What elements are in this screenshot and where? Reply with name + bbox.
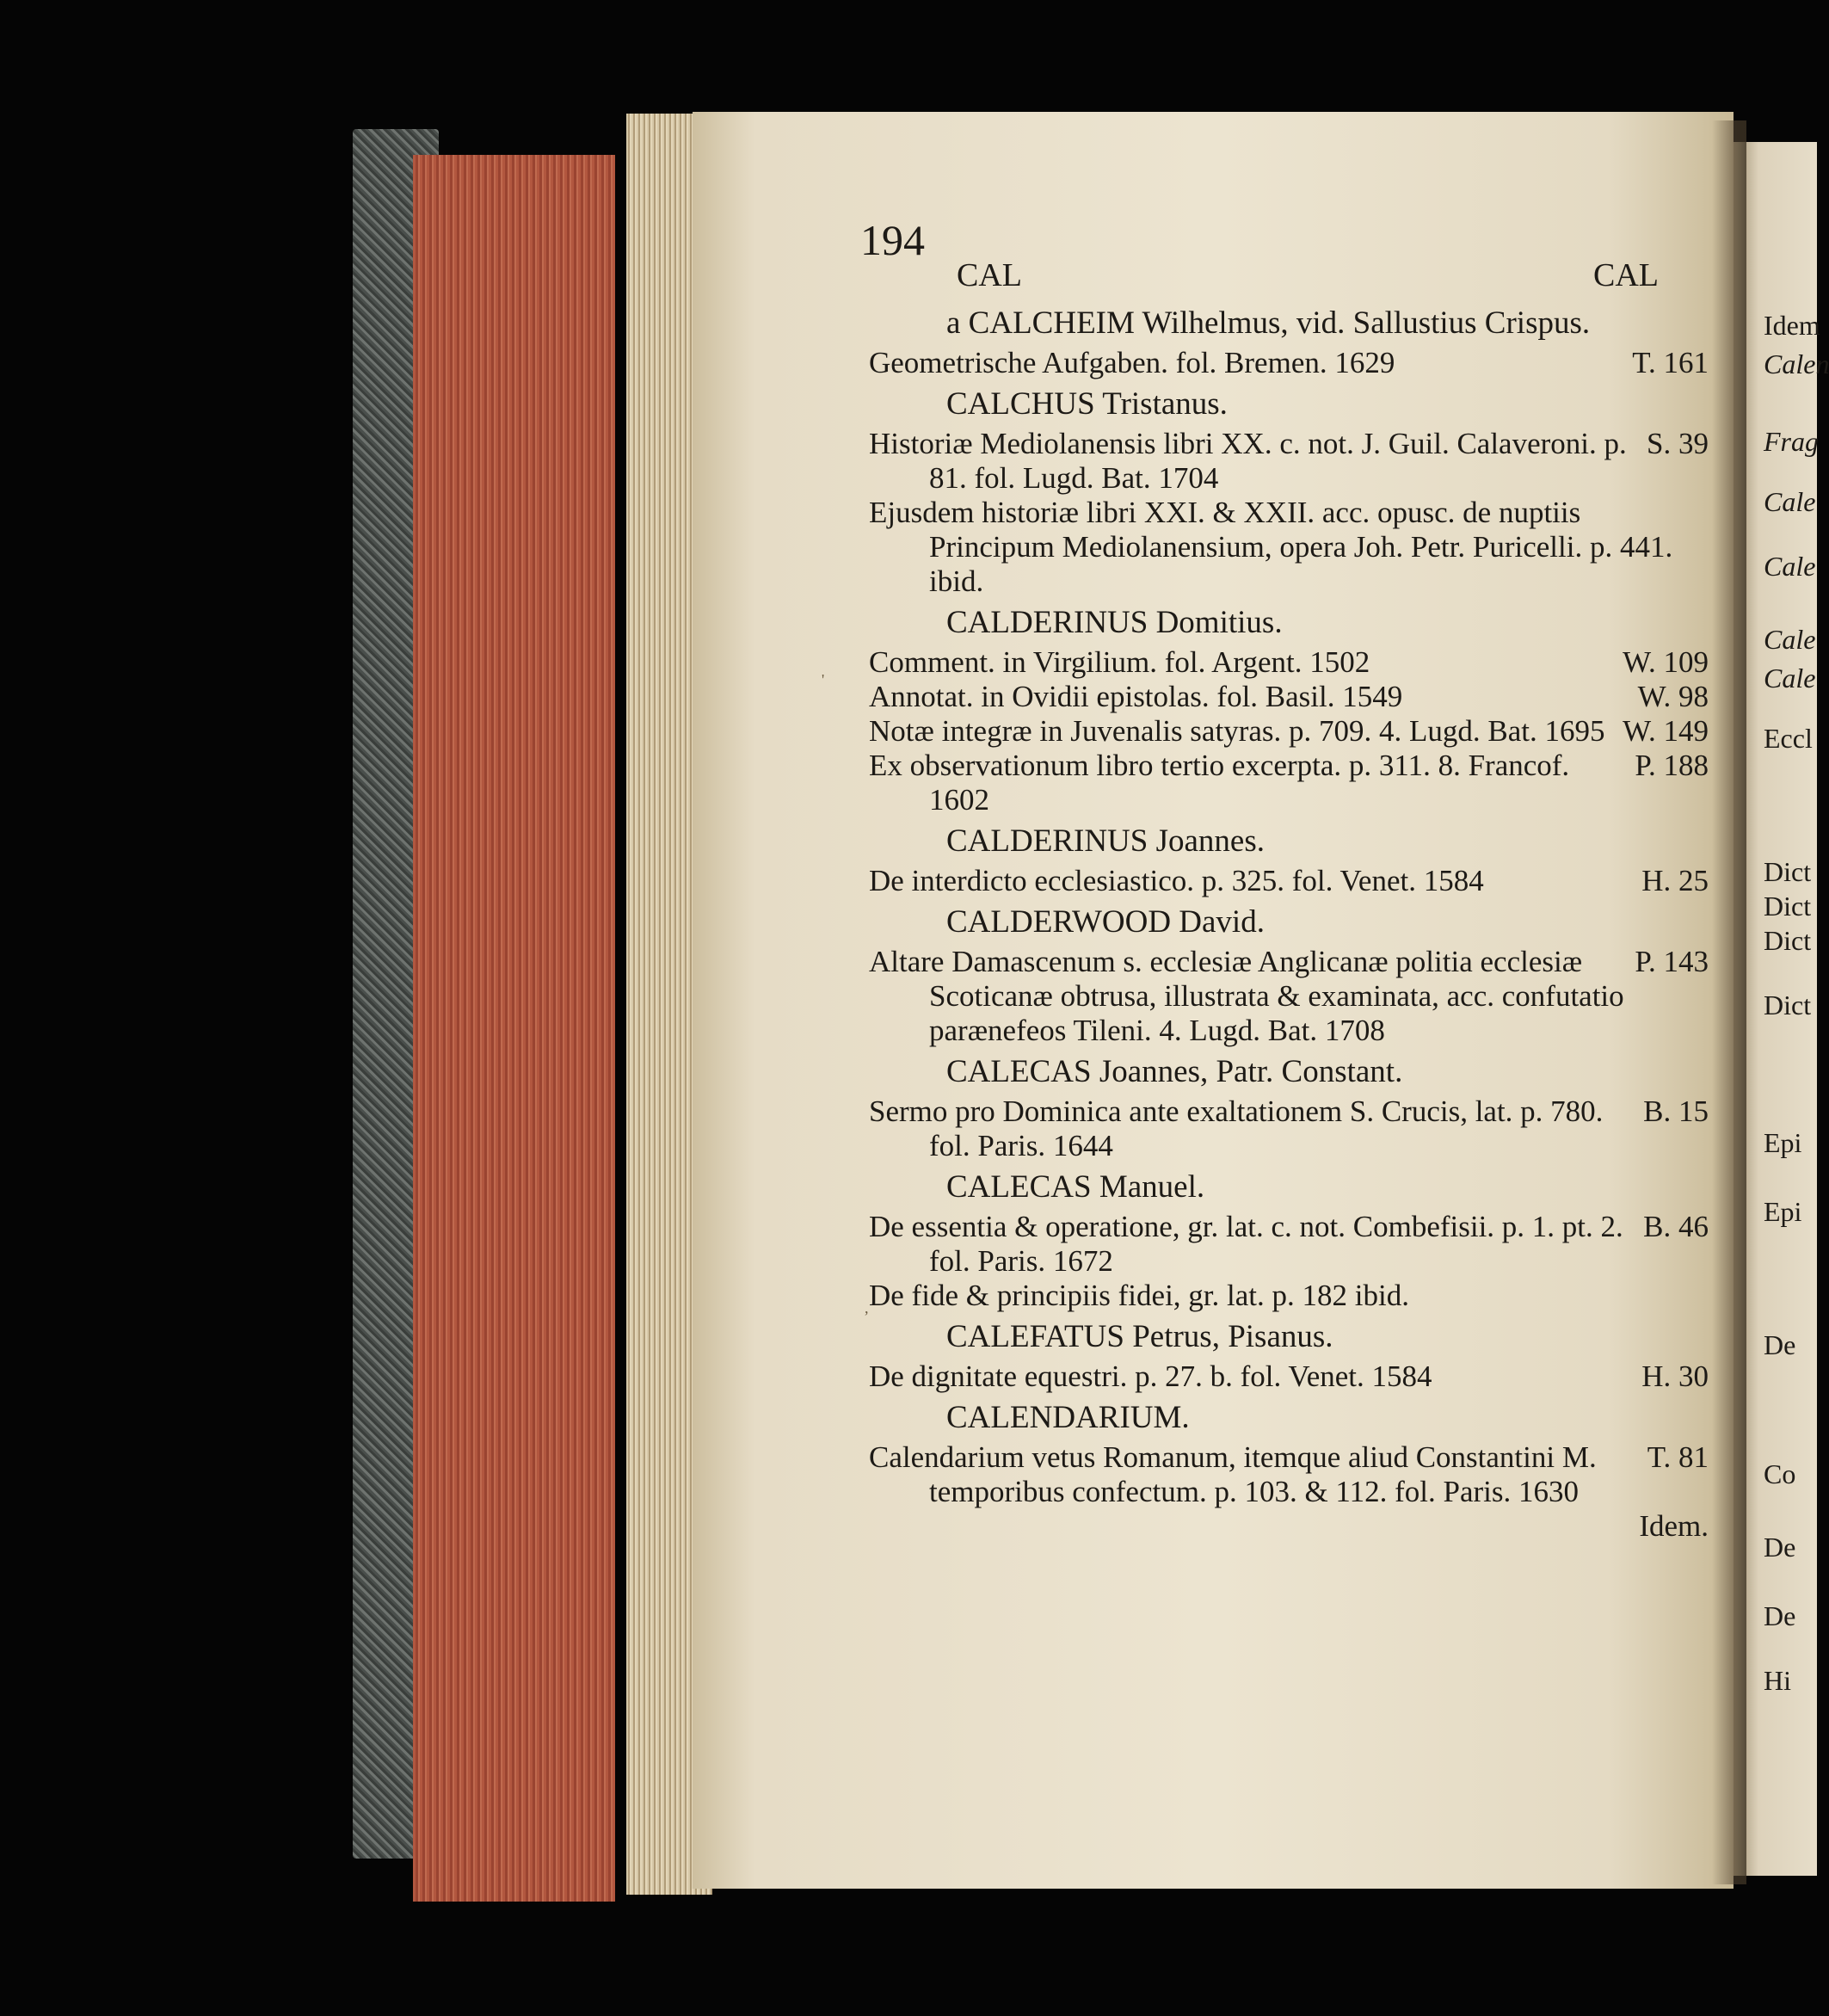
right-page-fragment: Idem xyxy=(1764,310,1820,341)
right-page-fragment: Dict xyxy=(1764,856,1812,887)
author-heading: CALCHUS Tristanus. xyxy=(946,386,1228,422)
bibliography-entry xyxy=(869,427,1712,496)
shelf-mark: W. 149 xyxy=(1623,714,1709,748)
shelf-mark: H. 25 xyxy=(1641,864,1709,897)
entry-text: Notæ integræ in Juvenalis satyras. p. 709. 4. Lugd. Bat. 1695 xyxy=(869,714,1605,748)
entry-text: De fide & principiis fidei, gr. lat. p. 182 ibid. xyxy=(869,1279,1409,1312)
right-page-fragment: Hi xyxy=(1764,1665,1791,1696)
author-heading: CALDERINUS Joannes. xyxy=(946,823,1265,859)
shelf-mark: P. 188 xyxy=(1635,749,1709,782)
entry-text: Annotat. in Ovidii epistolas. fol. Basil. 1549 xyxy=(869,680,1403,713)
right-page-fragment: Eccl xyxy=(1764,723,1813,754)
gutter-shadow xyxy=(1712,120,1746,1884)
author-heading: CALENDARIUM. xyxy=(946,1400,1190,1435)
shelf-mark: H. 30 xyxy=(1641,1359,1709,1393)
entry-text: Historiæ Mediolanensis libri XX. c. not. J. Guil. Calaveroni. p. 81. fol. Lugd. Bat. 1704 xyxy=(869,427,1627,495)
entry-text: De interdicto ecclesiastico. p. 325. fol. Venet. 1584 xyxy=(869,864,1484,897)
bibliography-entry xyxy=(869,680,1712,714)
right-page-fragment: Epi xyxy=(1764,1196,1802,1227)
right-page-fragment: Frag xyxy=(1764,426,1819,457)
entry-text: Geometrische Aufgaben. fol. Bremen. 1629 xyxy=(869,346,1395,379)
author-heading: a CALCHEIM Wilhelmus, vid. Sallustius Crispus. xyxy=(946,305,1591,341)
shelf-mark: B. 15 xyxy=(1643,1094,1709,1128)
right-page-fragment: Cale xyxy=(1764,624,1816,655)
right-page-fragment: Cale xyxy=(1764,551,1816,582)
bibliography-entry xyxy=(869,496,1712,599)
margin-mark: ' xyxy=(822,671,825,688)
entry-text: Ejusdem historiæ libri XXI. & XXII. acc. opusc. de nuptiis Principum Mediolanensium, opera Joh. Petr. Puricelli. p. 441. ibid. xyxy=(869,496,1673,598)
bibliography-entry xyxy=(869,1210,1712,1279)
margin-mark: , xyxy=(865,1299,869,1316)
entry-text: Calendarium vetus Romanum, itemque aliud Constantini M. temporibus confectum. p. 103. & 112. fol. Paris. 1630 xyxy=(869,1440,1597,1508)
right-page-fragment: De xyxy=(1764,1532,1796,1563)
right-page-fragment: Cale xyxy=(1764,486,1816,517)
shelf-mark: P. 143 xyxy=(1635,945,1709,978)
entry-text: De dignitate equestri. p. 27. b. fol. Venet. 1584 xyxy=(869,1359,1432,1393)
right-page-fragment: Dict xyxy=(1764,925,1812,956)
shelf-mark: W. 98 xyxy=(1637,680,1709,713)
right-page-fragment: Cale xyxy=(1764,663,1816,694)
entry-text: Altare Damascenum s. ecclesiæ Anglicanæ politia ecclesiæ Scoticanæ obtrusa, illustrata & examinata, acc. confutatio parænefeos Tileni. 4. Lugd. Bat. 1708 xyxy=(869,945,1624,1047)
author-heading: CALDERWOOD David. xyxy=(946,904,1265,940)
author-heading: CALDERINUS Domitius. xyxy=(946,605,1283,640)
entry-ref-line xyxy=(869,1509,1712,1544)
bibliography-entry xyxy=(869,749,1712,817)
page-number: 194 xyxy=(860,216,925,264)
entry-text: Ex observationum libro tertio excerpta. p. 311. 8. Francof. 1602 xyxy=(869,749,1570,817)
shelf-mark: Idem. xyxy=(1639,1509,1709,1543)
author-heading: CALECAS Manuel. xyxy=(946,1169,1205,1205)
page-edges-red xyxy=(413,155,615,1902)
running-head-left: CAL xyxy=(957,257,1022,293)
bibliography-entry xyxy=(869,1440,1712,1509)
bibliography-entry xyxy=(869,645,1712,680)
shelf-mark: T. 161 xyxy=(1632,346,1709,379)
right-page-fragment: Dict xyxy=(1764,990,1812,1020)
right-page-fragment: Co xyxy=(1764,1458,1796,1489)
shelf-mark: W. 109 xyxy=(1623,645,1709,679)
bibliography-entry xyxy=(869,1279,1712,1313)
right-page-fragment: Calen xyxy=(1764,348,1829,379)
entry-text: De essentia & operatione, gr. lat. c. not. Combefisii. p. 1. pt. 2. fol. Paris. 1672 xyxy=(869,1210,1623,1278)
bibliography-entry xyxy=(869,346,1712,380)
bibliography-entry xyxy=(869,1359,1712,1394)
bibliography-entry xyxy=(869,864,1712,898)
shelf-mark: B. 46 xyxy=(1643,1210,1709,1243)
shelf-mark: S. 39 xyxy=(1647,427,1709,460)
page-content xyxy=(869,299,1712,1544)
right-page-fragment: Epi xyxy=(1764,1127,1802,1158)
bibliography-entry xyxy=(869,714,1712,749)
bibliography-entry xyxy=(869,1094,1712,1163)
bibliography-entry xyxy=(869,945,1712,1048)
right-page-fragment: De xyxy=(1764,1600,1796,1631)
right-page-fragment: Dict xyxy=(1764,891,1812,922)
shelf-mark: T. 81 xyxy=(1647,1440,1709,1474)
entry-text: Sermo pro Dominica ante exaltationem S. Crucis, lat. p. 780. fol. Paris. 1644 xyxy=(869,1094,1604,1162)
author-heading: CALECAS Joannes, Patr. Constant. xyxy=(946,1054,1403,1089)
entry-text: Comment. in Virgilium. fol. Argent. 1502 xyxy=(869,645,1370,679)
right-page-fragment: De xyxy=(1764,1329,1796,1360)
author-heading: CALEFATUS Petrus, Pisanus. xyxy=(946,1319,1333,1354)
running-head-right: CAL xyxy=(1593,257,1659,293)
